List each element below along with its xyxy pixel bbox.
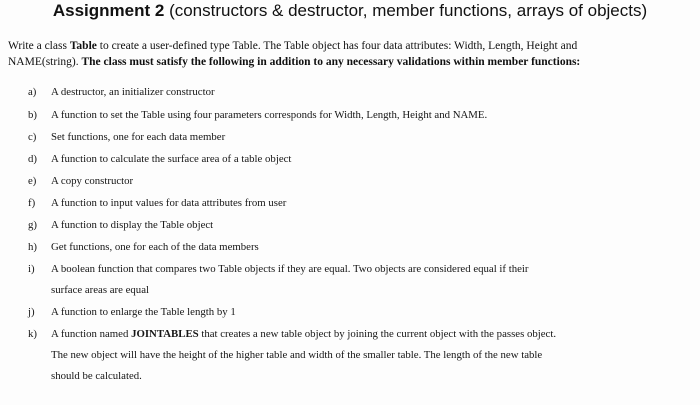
intro-line-2 <box>8 54 696 70</box>
list-marker: b) <box>28 109 37 121</box>
list-marker: i) <box>28 263 35 275</box>
assignment-title <box>0 1 700 21</box>
list-item-text-a: A function named <box>51 328 132 340</box>
list-marker: f) <box>28 197 36 209</box>
list-item-text: A function to input values for data attributes from user <box>51 197 287 209</box>
list-marker: c) <box>28 131 37 143</box>
intro-text-a: Write a class <box>8 40 70 52</box>
list-item-continuation: should be calculated. <box>51 370 142 382</box>
list-item-text: Set functions, one for each data member <box>51 131 226 143</box>
list-item-text-b: that creates a new table object by joining the current object with the passes object. <box>198 328 557 340</box>
title-bold: Assignment 2 <box>52 1 165 20</box>
function-name-jointables: JOINTABLES <box>131 328 199 340</box>
list-item-text: A boolean function that compares two Table objects if they are equal. Two objects are considered equal if their <box>51 263 529 275</box>
list-marker: a) <box>28 86 37 98</box>
intro-requirements: The class must satisfy the following in addition to any necessary validations within member functions: <box>81 56 581 68</box>
list-item-text: A function to set the Table using four parameters corresponds for Width, Length, Height and NAME. <box>51 109 488 121</box>
list-marker: d) <box>28 153 37 165</box>
list-marker: g) <box>28 219 37 231</box>
list-item-text: A function to calculate the surface area of a table object <box>51 153 292 165</box>
title-subtitle: (constructors & destructor, member functions, arrays of objects) <box>164 1 648 20</box>
list-marker: e) <box>28 175 37 187</box>
list-item-text: A copy constructor <box>51 175 134 187</box>
intro-text-b: to create a user-defined type Table. The Table object has four data attributes: Width, Length, Height and <box>96 40 578 52</box>
intro-line-1 <box>8 38 696 54</box>
list-item-text: A function to display the Table object <box>51 219 214 231</box>
list-item-text: A destructor, an initializer constructor <box>51 86 215 98</box>
list-item-continuation: The new object will have the height of the higher table and width of the smaller table. The length of the new table <box>51 349 543 361</box>
intro-paragraph <box>8 38 696 70</box>
list-marker: j) <box>28 306 35 318</box>
list-item-text <box>51 328 691 340</box>
intro-text-c: NAME(string). <box>8 56 82 68</box>
list-item-continuation: surface areas are equal <box>51 284 149 296</box>
list-marker: h) <box>28 241 37 253</box>
list-marker: k) <box>28 328 37 340</box>
list-item-text: Get functions, one for each of the data members <box>51 241 259 253</box>
intro-class-name: Table <box>69 40 97 52</box>
list-item-text: A function to enlarge the Table length by 1 <box>51 306 236 318</box>
